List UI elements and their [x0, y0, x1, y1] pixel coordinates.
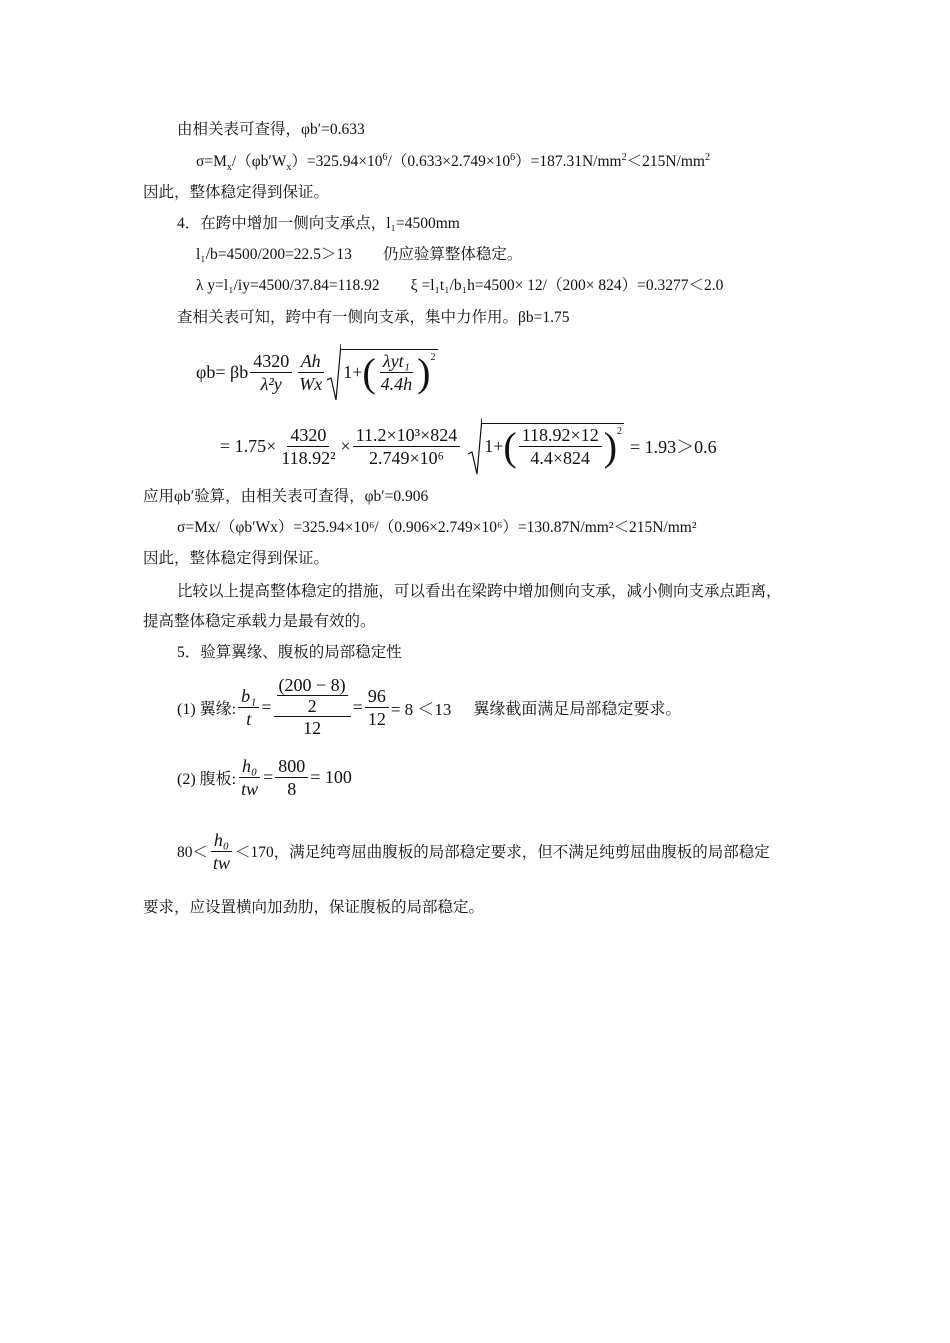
- text-line: 由相关表可查得，φb′=0.633: [177, 121, 365, 138]
- text-line: 因此，整体稳定得到保证。: [143, 550, 330, 567]
- text-line: 应用φb′验算，由相关表可查得，φb′=0.906: [143, 488, 429, 505]
- equation-phib-value: = 1.75× $\frac{4320}{\text{118.92²}}$ × $\frac{\text{11.2×10³×824}}{\text{2.749×10⁶}}$ 1+ ( $\frac{118.92\times 12}{4.4\times 824}$ ) 2 = 1.93＞0.6: [220, 414, 717, 478]
- text-line: 提高整体稳定承载力是最有效的。: [143, 613, 376, 630]
- equation-web-limit: 80＜ $\frac{\text{h₀}}{tw}$ ＜170，满足纯弯屈曲腹板的局部稳定要求，但不满足纯剪屈曲腹板的局部稳定: [177, 829, 770, 873]
- formula-line: λ y=l₁/iy=4500/37.84=118.92 ξ =l₁t₁/b₁h=4500× 12/（200× 824）=0.3277＜2.0: [196, 277, 724, 294]
- equation-web: (2) 腹板: $\frac{\text{h₀}}{tw}$ = $\frac{800}{8}$ = 100: [177, 755, 352, 799]
- text-line: 比较以上提高整体稳定的措施，可以看出在梁跨中增加侧向支承，减小侧向支承点距离，: [177, 583, 782, 600]
- text-line: 要求，应设置横向加劲肋，保证腹板的局部稳定。: [143, 899, 485, 916]
- text-line: 因此，整体稳定得到保证。: [143, 184, 330, 201]
- text-line: l₁/b=4500/200=22.5＞13 仍应验算整体稳定。: [196, 246, 523, 263]
- text-line: 查相关表可知，跨中有一侧向支承，集中力作用。βb=1.75: [177, 309, 570, 326]
- section-heading: 5．验算翼缘、腹板的局部稳定性: [177, 644, 402, 661]
- section-heading: 4．在跨中增加一侧向支承点，l₁=4500mm: [177, 215, 460, 232]
- formula-line: $\sigma=M_x/(\varphi b'W_x)=325.94\times 10^6/(0.633\times 2.749\times 10^6)=187.31N/mm^2<215N/mm^2$: [196, 151, 710, 174]
- formula-line: σ=Mx/（φb′Wx）=325.94×10⁶/（0.906×2.749×10⁶）=130.87N/mm²＜215N/mm²: [177, 519, 697, 536]
- equation-phib-general: φb= βb $\frac{4320}{\text{λ²y}}$ $\frac{Ah}{Wx}$ 1+ ( $\frac{\text{λyt₁}}{4.4h}$ ) 2: [196, 340, 438, 404]
- equation-flange: (1) 翼缘: $\frac{\text{b₁}}{t}$ = (200 − 8) 2 12 = $\frac{96}{12}$ = 8 ＜13 翼缘截面满足局部稳定要求。: [177, 675, 682, 738]
